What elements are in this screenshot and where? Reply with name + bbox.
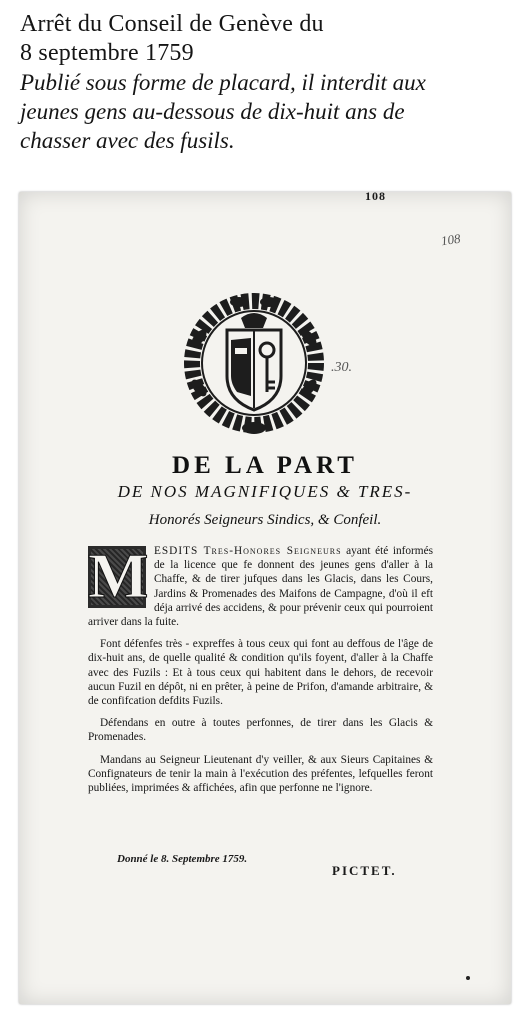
lead-text: ESDITS Tres-Honores Seigneurs — [154, 545, 342, 557]
paragraph-2: Font défenfes très - expreffes à tous ceux qui font au deffous de l'âge de dix-huit ans, de quelle qualité & condition qu'ils foyent, d'aller à la Chaffe avec des Fuzils : Et à tous ceux qui habitent dans le dehors, de recevoir aucun Fuzil en dépôt, ni en prêter, à peine de Prifon, d'amande arbitraire, & de confifcation defdits Fuzils. — [88, 638, 433, 708]
geneva-coat-of-arms-icon — [179, 288, 329, 438]
paragraph-3: Défendans en outre à toutes perfonnes, de tirer dans les Glacis & Promenades. — [88, 717, 433, 744]
placard-body — [88, 540, 433, 803]
placard-subtitle: DE NOS MAGNIFIQUES & TRES- — [117, 482, 413, 501]
placard-sheet — [19, 189, 511, 1004]
paragraph-1 — [88, 540, 433, 629]
caption — [20, 10, 520, 155]
handwritten-number: 108 — [439, 230, 462, 249]
caption-description-line-2: jeunes gens au-dessous de dix-huit ans de — [20, 99, 405, 124]
caption-description-line-3: chasser avec des fusils. — [20, 128, 235, 153]
handwritten-mark: .30. — [331, 360, 352, 375]
caption-date: 8 septembre 1759 — [20, 40, 194, 66]
drop-cap: M — [88, 540, 149, 611]
caption-description-line-1: Publié sous forme de placard, il interdit aux — [20, 70, 426, 95]
caption-title: Arrêt du Conseil de Genève du — [20, 11, 324, 37]
placard-subtitle-2: Honorés Seigneurs Sindics, & Confeil. — [148, 512, 382, 528]
ink-speck — [466, 976, 470, 980]
paragraph-4: Mandans au Seigneur Lieutenant d'y veiller, & aux Sieurs Capitaines & Confignateurs de tenir la main à l'exécution des préfentes, lefquelles feront publiées, imprimées & affichées, afin que perfonne ne l'ignore. — [88, 753, 433, 795]
signature: PICTET. — [332, 863, 397, 878]
paragraph-1-text: ayant été informés de la licence que fe donnent des jeunes gens d'aller à la Chaffe, & de tirer jufques dans les Glacis, dans les Cours, Jardins & Promenades des Maifons de Campagne, d'où il eft déja arrivé des accidens, & pour prévenir ceux qui pourroient arriver dans la fuite. — [88, 545, 433, 629]
placard-title: DE LA PART — [172, 452, 358, 479]
page-number: 108 — [365, 189, 386, 203]
issue-date: Donné le 8. Septembre 1759. — [117, 853, 248, 865]
